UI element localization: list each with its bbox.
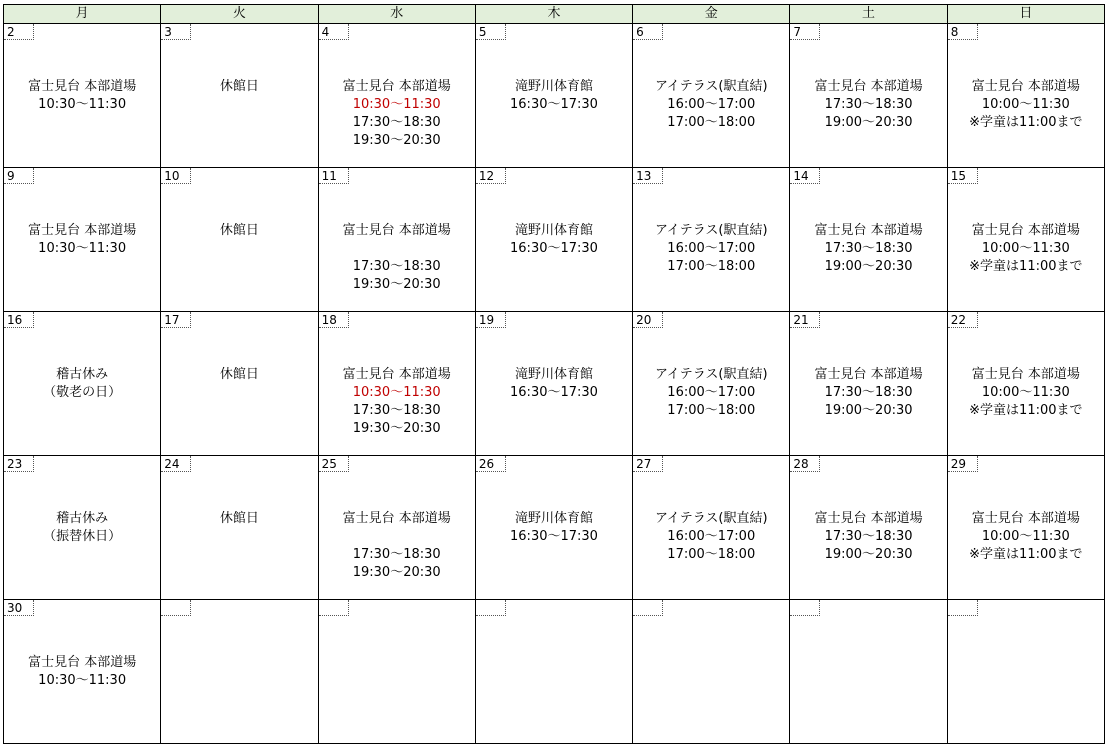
schedule-line: 10:30〜11:30 [38, 673, 127, 688]
day-cell [947, 600, 1104, 744]
schedule-line: 休館日 [219, 223, 259, 238]
weekday-header-tue: 火 [161, 5, 318, 24]
day-schedule [633, 366, 789, 420]
day-number: 26 [476, 456, 506, 472]
schedule-line: 19:30〜20:30 [352, 133, 441, 148]
day-schedule [948, 510, 1104, 564]
schedule-line: 富士見台 本部道場 [814, 223, 923, 238]
schedule-line: 16:00〜17:00 [667, 241, 756, 256]
weekday-header-mon: 月 [4, 5, 161, 24]
schedule-calendar [3, 4, 1105, 744]
schedule-line: 16:30〜17:30 [510, 241, 598, 256]
week-row [4, 24, 1105, 168]
day-schedule [161, 222, 317, 240]
schedule-line: アイテラス(駅直結) [654, 367, 768, 382]
day-cell [947, 168, 1104, 312]
schedule-line: アイテラス(駅直結) [654, 223, 768, 238]
schedule-line: 稽古休み [56, 367, 109, 382]
day-cell [475, 24, 632, 168]
day-number: 25 [319, 456, 349, 472]
schedule-line: 10:30〜11:30 [38, 241, 127, 256]
day-schedule [948, 78, 1104, 132]
schedule-line: 滝野川体育館 [514, 367, 593, 382]
schedule-line: 17:30〜18:30 [352, 115, 441, 130]
schedule-line: 富士見台 本部道場 [28, 223, 137, 238]
day-number: 14 [790, 168, 820, 184]
schedule-line: アイテラス(駅直結) [654, 79, 768, 94]
schedule-line: 19:30〜20:30 [352, 277, 441, 292]
day-cell [161, 24, 318, 168]
schedule-line: 富士見台 本部道場 [971, 511, 1080, 526]
schedule-line: 19:00〜20:30 [824, 115, 913, 130]
day-cell [947, 312, 1104, 456]
day-schedule [476, 222, 632, 258]
schedule-line: （振替休日） [43, 529, 122, 544]
day-schedule [633, 222, 789, 276]
day-cell [790, 168, 947, 312]
schedule-line: 17:30〜18:30 [824, 241, 913, 256]
schedule-line: 19:00〜20:30 [824, 403, 913, 418]
day-schedule [319, 366, 475, 438]
day-cell [947, 456, 1104, 600]
schedule-line: 17:30〜18:30 [352, 259, 441, 274]
day-schedule [633, 510, 789, 564]
day-schedule [319, 78, 475, 150]
schedule-line: 富士見台 本部道場 [814, 79, 923, 94]
day-number: 19 [476, 312, 506, 328]
schedule-line: 滝野川体育館 [514, 223, 593, 238]
day-schedule [4, 366, 160, 402]
week-row [4, 600, 1105, 744]
day-number: 9 [4, 168, 34, 184]
day-schedule [948, 366, 1104, 420]
schedule-line: 稽古休み [56, 511, 109, 526]
schedule-line: 富士見台 本部道場 [814, 511, 923, 526]
schedule-line: ※学童は11:00まで [969, 547, 1083, 562]
day-number: 29 [948, 456, 978, 472]
schedule-line: 17:00〜18:00 [667, 259, 756, 274]
day-schedule [790, 78, 946, 132]
day-number [319, 600, 349, 616]
day-number: 28 [790, 456, 820, 472]
day-cell [633, 24, 790, 168]
day-number: 23 [4, 456, 34, 472]
day-cell [318, 456, 475, 600]
day-cell [4, 600, 161, 744]
schedule-line: 富士見台 本部道場 [342, 511, 451, 526]
schedule-line: 17:30〜18:30 [824, 385, 913, 400]
schedule-line: 19:00〜20:30 [824, 259, 913, 274]
day-number: 20 [633, 312, 663, 328]
day-number [948, 600, 978, 616]
schedule-line: 16:30〜17:30 [510, 529, 598, 544]
schedule-line: 休館日 [219, 79, 259, 94]
schedule-line: ※学童は11:00まで [969, 259, 1083, 274]
week-row [4, 312, 1105, 456]
day-cell [475, 168, 632, 312]
day-number: 10 [161, 168, 191, 184]
schedule-line: 富士見台 本部道場 [971, 223, 1080, 238]
day-schedule [319, 510, 475, 582]
day-cell [4, 456, 161, 600]
schedule-line: 富士見台 本部道場 [971, 367, 1080, 382]
day-cell [4, 312, 161, 456]
schedule-line: 16:30〜17:30 [510, 97, 598, 112]
day-number: 11 [319, 168, 349, 184]
day-schedule [633, 78, 789, 132]
day-number: 3 [161, 24, 191, 40]
day-schedule [4, 222, 160, 258]
day-number [790, 600, 820, 616]
day-number: 5 [476, 24, 506, 40]
schedule-line: 19:30〜20:30 [352, 565, 441, 580]
schedule-line [319, 528, 475, 546]
day-cell [475, 600, 632, 744]
day-cell [790, 24, 947, 168]
day-number: 8 [948, 24, 978, 40]
day-cell [161, 312, 318, 456]
schedule-line: 富士見台 本部道場 [971, 79, 1080, 94]
day-number: 17 [161, 312, 191, 328]
day-cell [475, 312, 632, 456]
schedule-line: 休館日 [219, 511, 259, 526]
schedule-line: 17:30〜18:30 [824, 529, 913, 544]
schedule-line: 19:00〜20:30 [824, 547, 913, 562]
schedule-line: 10:00〜11:30 [981, 385, 1070, 400]
day-schedule [319, 222, 475, 294]
schedule-line: 16:30〜17:30 [510, 385, 598, 400]
schedule-line: アイテラス(駅直結) [654, 511, 768, 526]
day-cell [475, 456, 632, 600]
schedule-line: 16:00〜17:00 [667, 529, 756, 544]
schedule-line-highlighted: 10:30〜11:30 [352, 97, 441, 112]
schedule-line: 17:00〜18:00 [667, 115, 756, 130]
day-cell [318, 24, 475, 168]
day-number: 6 [633, 24, 663, 40]
day-number: 16 [4, 312, 34, 328]
weekday-header-fri: 金 [633, 5, 790, 24]
day-schedule [4, 510, 160, 546]
day-cell [947, 24, 1104, 168]
week-row [4, 168, 1105, 312]
day-schedule [476, 78, 632, 114]
weekday-header-sun: 日 [947, 5, 1104, 24]
day-number: 24 [161, 456, 191, 472]
day-number: 18 [319, 312, 349, 328]
schedule-line: 17:30〜18:30 [824, 97, 913, 112]
schedule-line: 17:00〜18:00 [667, 547, 756, 562]
schedule-line: 富士見台 本部道場 [342, 223, 451, 238]
day-schedule [790, 366, 946, 420]
schedule-line: 17:30〜18:30 [352, 403, 441, 418]
week-row [4, 456, 1105, 600]
day-number: 27 [633, 456, 663, 472]
day-cell [161, 600, 318, 744]
day-cell [790, 600, 947, 744]
day-number: 22 [948, 312, 978, 328]
weekday-header-sat: 土 [790, 5, 947, 24]
day-number: 12 [476, 168, 506, 184]
schedule-line: 滝野川体育館 [514, 511, 593, 526]
schedule-line: 富士見台 本部道場 [814, 367, 923, 382]
day-number [476, 600, 506, 616]
schedule-line: 滝野川体育館 [514, 79, 593, 94]
day-number: 7 [790, 24, 820, 40]
schedule-line-highlighted: 10:30〜11:30 [352, 385, 441, 400]
schedule-line: ※学童は11:00まで [969, 115, 1083, 130]
weekday-header-thu: 木 [475, 5, 632, 24]
schedule-line: 10:00〜11:30 [981, 529, 1070, 544]
schedule-line: 19:30〜20:30 [352, 421, 441, 436]
schedule-line: 富士見台 本部道場 [28, 655, 137, 670]
day-schedule [161, 510, 317, 528]
day-cell [790, 312, 947, 456]
day-schedule [790, 510, 946, 564]
schedule-line: 10:00〜11:30 [981, 97, 1070, 112]
weekday-header-wed: 水 [318, 5, 475, 24]
day-schedule [476, 510, 632, 546]
day-schedule [948, 222, 1104, 276]
day-schedule [790, 222, 946, 276]
calendar-body [4, 24, 1105, 744]
weekday-header-row [4, 5, 1105, 24]
day-schedule [161, 78, 317, 96]
schedule-line: 休館日 [219, 367, 259, 382]
schedule-line: 10:30〜11:30 [38, 97, 127, 112]
schedule-line: 17:00〜18:00 [667, 403, 756, 418]
schedule-line: 10:00〜11:30 [981, 241, 1070, 256]
day-number: 4 [319, 24, 349, 40]
schedule-line: 富士見台 本部道場 [342, 367, 451, 382]
day-cell [4, 24, 161, 168]
day-schedule [4, 78, 160, 114]
day-cell [633, 456, 790, 600]
day-schedule [476, 366, 632, 402]
day-schedule [161, 366, 317, 384]
day-cell [318, 600, 475, 744]
day-cell [161, 168, 318, 312]
schedule-line: 16:00〜17:00 [667, 97, 756, 112]
day-cell [161, 456, 318, 600]
day-number [161, 600, 191, 616]
schedule-line: 富士見台 本部道場 [342, 79, 451, 94]
day-number: 30 [4, 600, 34, 616]
day-number: 2 [4, 24, 34, 40]
schedule-line: ※学童は11:00まで [969, 403, 1083, 418]
day-cell [633, 600, 790, 744]
day-number: 21 [790, 312, 820, 328]
day-cell [633, 312, 790, 456]
day-cell [4, 168, 161, 312]
day-cell [790, 456, 947, 600]
day-schedule [4, 654, 160, 690]
schedule-line: 16:00〜17:00 [667, 385, 756, 400]
day-cell [633, 168, 790, 312]
schedule-line: 富士見台 本部道場 [28, 79, 137, 94]
day-number [633, 600, 663, 616]
schedule-line: （敬老の日） [43, 385, 122, 400]
schedule-line: 17:30〜18:30 [352, 547, 441, 562]
day-cell [318, 312, 475, 456]
day-number: 13 [633, 168, 663, 184]
schedule-line [319, 240, 475, 258]
day-number: 15 [948, 168, 978, 184]
day-cell [318, 168, 475, 312]
